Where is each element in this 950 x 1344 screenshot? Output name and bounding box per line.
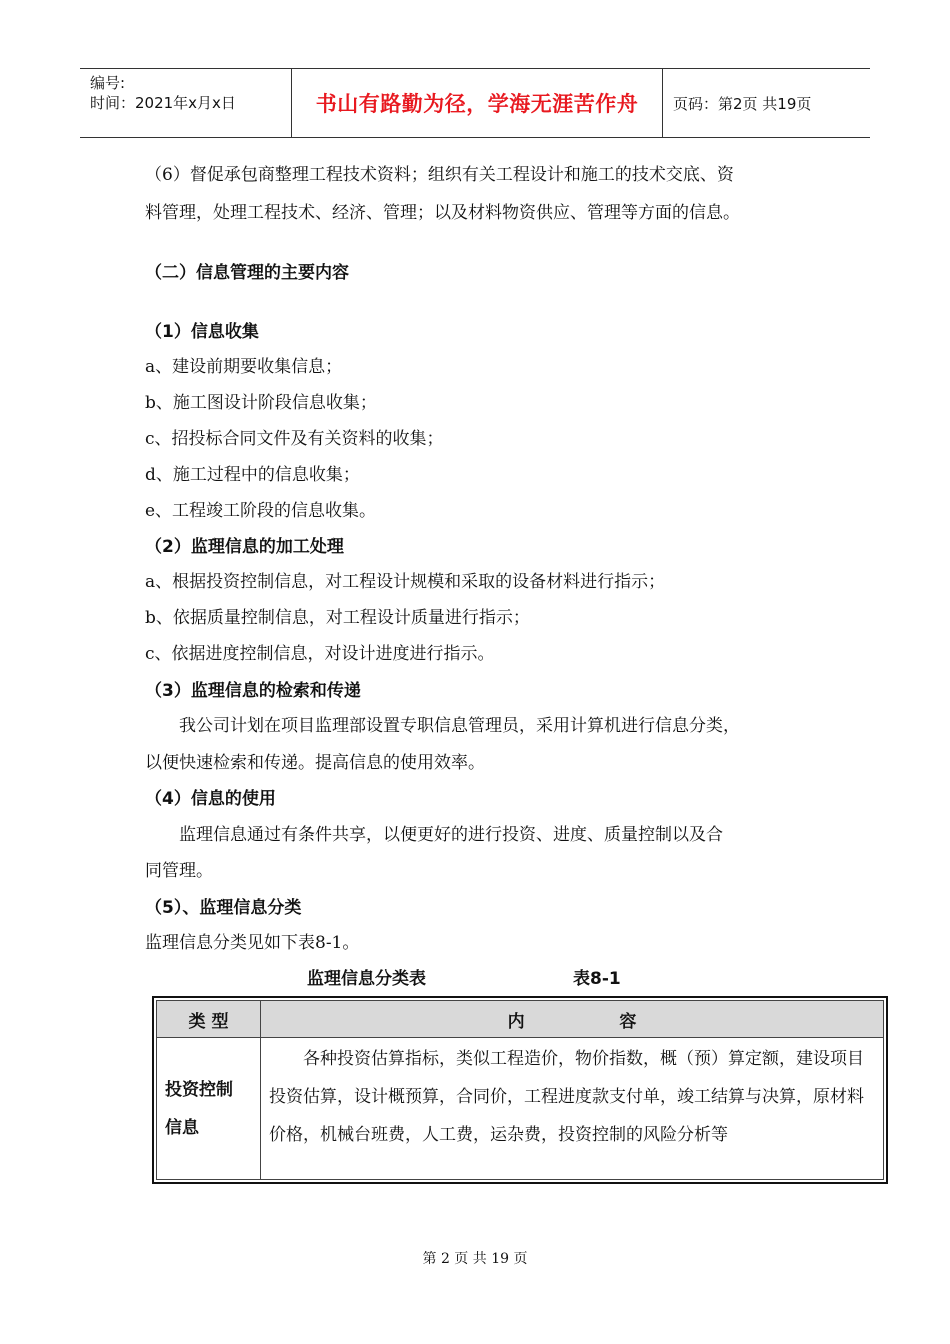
usage-line-1: 监理信息通过有条件共享，以便更好的进行投资、进度、质量控制以及合: [179, 825, 723, 845]
processing-item-b: b、依据质量控制信息，对工程设计质量进行指示；: [145, 608, 530, 628]
retrieval-title: （3）监理信息的检索和传递: [145, 681, 361, 701]
section-2-title: （二）信息管理的主要内容: [145, 263, 349, 283]
retrieval-line-1: 我公司计划在项目监理部设置专职信息管理员，采用计算机进行信息分类，: [179, 716, 740, 736]
classification-title: （5）、监理信息分类: [145, 898, 302, 918]
header-motto: 书山有路勤为径，学海无涯苦作舟: [292, 69, 663, 137]
page-footer: 第 2 页 共 19 页: [422, 1251, 528, 1267]
classification-intro: 监理信息分类见如下表8-1。: [145, 933, 360, 953]
document-date: 时间：2021年x月x日: [90, 94, 236, 112]
paragraph-6-line-2: 料管理，处理工程技术、经济、管理；以及材料物资供应、管理等方面的信息。: [145, 203, 740, 223]
header-meta: [80, 69, 292, 137]
processing-title: （2）监理信息的加工处理: [145, 537, 344, 557]
col-header-content: 内 容: [261, 1001, 884, 1038]
row-type-line-1: 投资控制: [165, 1079, 233, 1100]
document-number-label: 编号:: [90, 74, 126, 92]
usage-title: （4）信息的使用: [145, 789, 276, 809]
collection-item-d: d、施工过程中的信息收集；: [145, 465, 360, 485]
collection-item-c: c、招投标合同文件及有关资料的收集；: [145, 429, 444, 449]
table-header-row: [157, 1001, 884, 1038]
processing-item-a: a、根据投资控制信息，对工程设计规模和采取的设备材料进行指示；: [145, 572, 666, 592]
paragraph-6-line-1: （6）督促承包商整理工程技术资料；组织有关工程设计和施工的技术交底、资: [145, 165, 734, 185]
row-type-line-2: 信息: [165, 1117, 199, 1138]
usage-line-2: 同管理。: [145, 861, 213, 881]
row-content-investment: 各种投资估算指标，类似工程造价，物价指数，概（预）算定额，建设项目投资估算，设计概预算，合同价，工程进度款支付单，竣工结算与决算，原材料价格，机械台班费，人工费，运杂费，投资控制的风险分析等: [261, 1038, 884, 1180]
table-number: 表8-1: [573, 969, 621, 989]
collection-title: （1）信息收集: [145, 322, 259, 342]
processing-item-c: c、依据进度控制信息，对设计进度进行指示。: [145, 644, 495, 664]
table-title: 监理信息分类表: [307, 969, 426, 989]
header-page-info: 页码：第2页 共19页: [673, 94, 812, 113]
row-type-investment: [157, 1038, 261, 1180]
page-header: [80, 68, 870, 138]
retrieval-line-2: 以便快速检索和传递。提高信息的使用效率。: [145, 753, 485, 773]
classification-table: [152, 996, 888, 1184]
col-header-type: 类 型: [157, 1001, 261, 1038]
collection-item-b: b、施工图设计阶段信息收集；: [145, 393, 377, 413]
collection-item-a: a、建设前期要收集信息；: [145, 357, 343, 377]
table-row: [157, 1038, 884, 1180]
collection-item-e: e、工程竣工阶段的信息收集。: [145, 501, 377, 521]
